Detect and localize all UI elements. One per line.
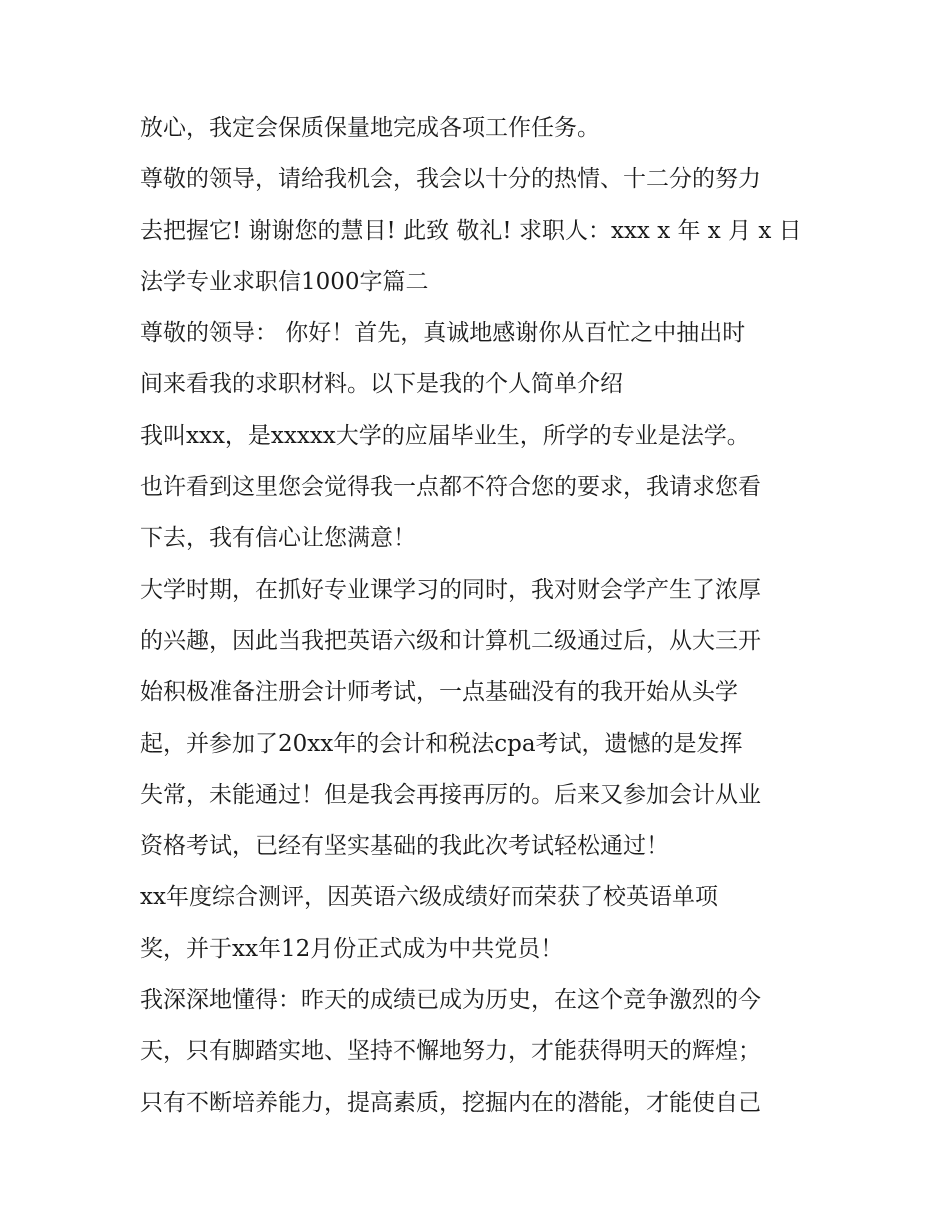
text-line-2: 尊敬的领导，请给我机会，我会以十分的热情、十二分的努力 (140, 166, 761, 193)
text-line-5: 尊敬的领导： 你好！首先，真诚地感谢你从百忙之中抽出时 (140, 320, 746, 347)
text-line-6: 间来看我的求职材料。以下是我的个人简单介绍 (140, 371, 623, 398)
section-heading: 法学专业求职信1000字篇二 (140, 268, 429, 295)
text-line-7: 我叫xxx，是xxxxx大学的应届毕业生，所学的专业是法学。 (140, 422, 750, 449)
text-line-20: 只有不断培养能力，提高素质，挖掘内在的潜能，才能使自己 (140, 1089, 761, 1116)
document-body (140, 103, 820, 1129)
text-line-11: 的兴趣，因此当我把英语六级和计算机二级通过后，从大三开 (140, 627, 761, 654)
text-line-12: 始积极准备注册会计师考试，一点基础没有的我开始从头学 (140, 679, 738, 706)
text-line-8: 也许看到这里您会觉得我一点都不符合您的要求，我请求您看 (140, 474, 761, 501)
text-line-13: 起，并参加了20xx年的会计和税法cpa考试，遗憾的是发挥 (140, 730, 743, 757)
text-line-19: 天，只有脚踏实地、坚持不懈地努力，才能获得明天的辉煌； (140, 1038, 761, 1065)
text-line-3: 去把握它! 谢谢您的慧目! 此致 敬礼! 求职人：xxx x 年 x 月 x 日 (140, 217, 802, 244)
text-line-16: xx年度综合测评，因英语六级成绩好而荣获了校英语单项 (140, 884, 718, 911)
text-line-14: 失常，未能通过！但是我会再接再厉的。后来又参加会计从业 (140, 781, 761, 808)
text-line-10: 大学时期，在抓好专业课学习的同时，我对财会学产生了浓厚 (140, 576, 761, 603)
text-line-15: 资格考试，已经有坚实基础的我此次考试轻松通过！ (140, 833, 669, 860)
text-line-9: 下去，我有信心让您满意！ (140, 525, 416, 552)
text-line-18: 我深深地懂得：昨天的成绩已成为历史，在这个竞争激烈的今 (140, 987, 761, 1014)
text-line-17: 奖，并于xx年12月份正式成为中共党员！ (140, 935, 564, 962)
text-line-1: 放心，我定会保质保量地完成各项工作任务。 (140, 115, 600, 141)
